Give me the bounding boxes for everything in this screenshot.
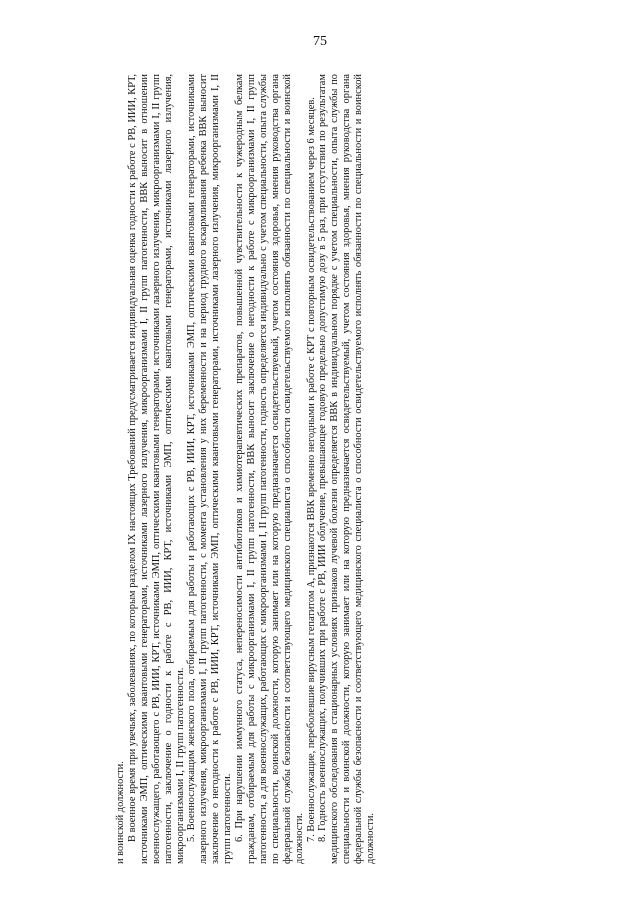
paragraph-5: 5. Военнослужащим женского пола, отбираемым для работы и работающих с РВ, ИИИ, КРТ, источниками ЭМП, оптическими квантовыми генераторами, источниками лазерного излучения, микроорганизмами I, II групп патогенности, с момента установления у них беременности и на период грудного вскармливания ребенка ВВК выносит заключение о негодности к работе с РВ, ИИИ, КРТ, источниками ЭМП, оптическими квантовыми генераторами, источниками лазерного излучения, микроорганизмами I, II групп патогенности. bbox=[186, 74, 234, 864]
paragraph-7: 7. Военнослужащие, переболевшие вирусным гепатитом А, признаются ВВК временно негодными к работе с КРТ с повторным освидетельствованием через 6 месяцев. bbox=[305, 97, 317, 842]
paragraph-wartime: В военное время при увечьях, заболеваниях, по которым разделом IX настоящих Требований предусматривается индивидуальная оценка годности к работе с РВ, ИИИ, КРТ, источниками ЭМП, оптическими квантовыми генераторами, источниками лазерного излучения, микроорганизмами I, II групп патогенности, ВВК выносит в отношении военнослужащего, работающего с РВ, ИИИ, КРТ, источниками ЭМП, оптическими квантовыми генераторами, источниками лазерного излучения, микроорганизмами I, II групп патогенности, заключение о годности к работе с РВ, ИИИ, КРТ, источниками ЭМП, оптическими квантовыми генераторами, источниками лазерного излучения, микроорганизмами I, II групп патогенности. bbox=[126, 74, 186, 864]
document-body bbox=[115, 74, 425, 864]
page-number: 75 bbox=[313, 34, 327, 49]
paragraph-6: 6. При нарушении иммунного статуса, непереносимости антибиотиков и химиотерапевтических препаратов, повышенной чувствительности к чужеродным белкам гражданам, отбираемым для работы с микроорганизмами I, II групп патогенности, ВВК выносит заключение о негодности к работе с микроорганизмами I, II групп патогенности, а для военнослужащих, работающих с микроорганизмами I, II групп патогенности, годность определяется индивидуально с учетом специальности, опыта службы по специальности, воинской должности, которую занимает или на которую предназначается освидетельствуемый, учетом состояния здоровья, мнения руководства органа федеральной службы безопасности и соответствующего медицинского специалиста о способности освидетельствуемого исполнять обязанности по специальности и воинской должности. bbox=[234, 74, 305, 864]
paragraph-continuation: и воинской должности. bbox=[115, 761, 126, 864]
paragraph-8: 8. Годность военнослужащих, получивших при работе с РВ, ИИИ облучение, превышающее годовую предельно допустимую дозу в 5 раз, при отсутствии по результатам медицинского обследования в стационарных условиях признаков лучевой болезни определяется ВВК в индивидуальном порядке с учетом специальности, опыта службы по специальности и воинской должности, которую занимает или на которую предназначается освидетельствуемый, учетом состояния здоровья, мнения руководства органа федеральной службы безопасности и соответствующего медицинского специалиста о способности освидетельствуемого исполнять обязанности по специальности и воинской должности. bbox=[317, 74, 377, 864]
